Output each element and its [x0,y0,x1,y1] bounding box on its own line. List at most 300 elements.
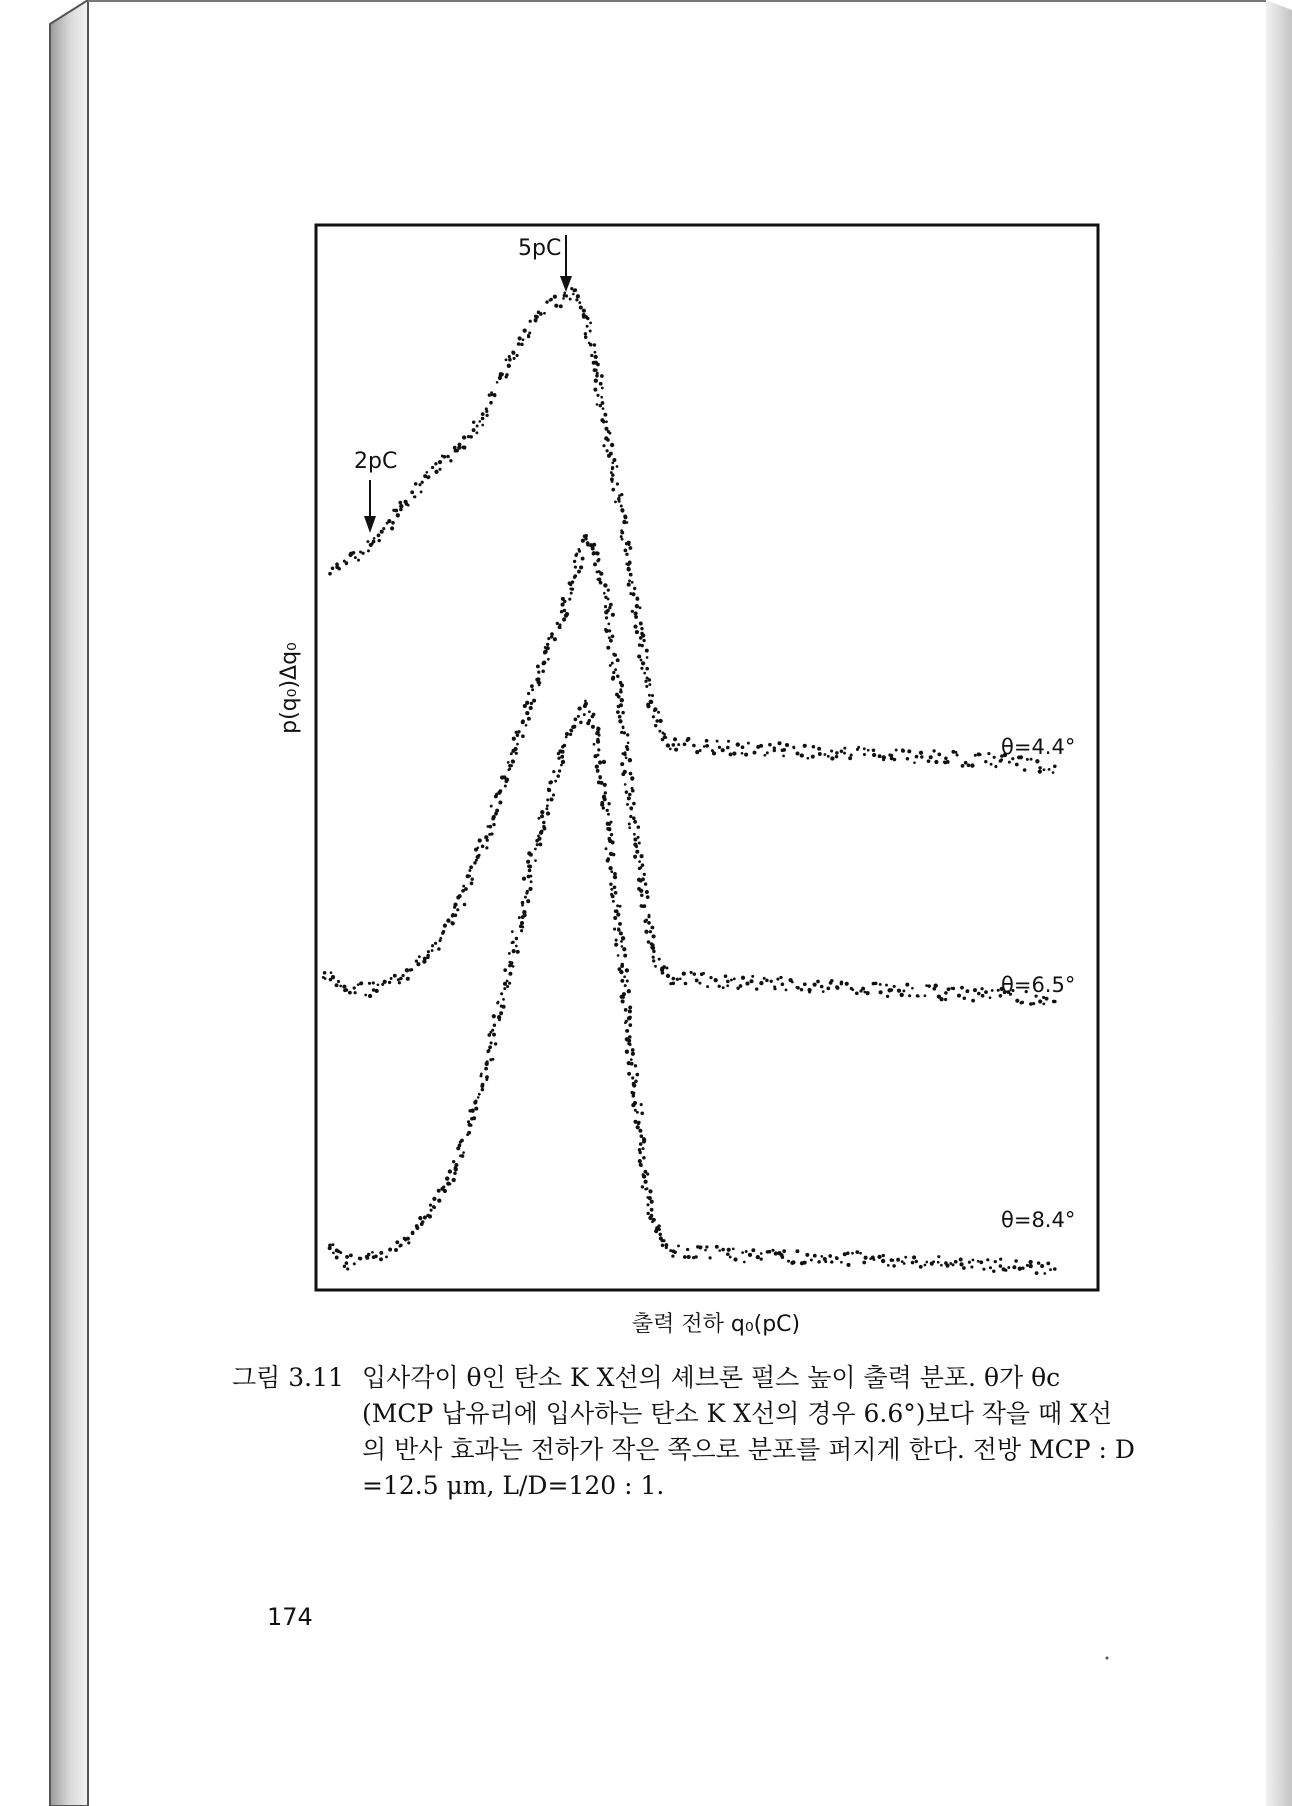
data-point [631,581,634,584]
data-point [488,825,492,829]
data-point [516,733,520,737]
data-point [379,1251,383,1255]
data-point [671,981,675,985]
data-point-anchor [345,988,349,992]
data-point [621,936,625,940]
data-point [944,998,947,1001]
data-point [605,427,609,431]
data-point [494,1042,497,1045]
data-point [438,468,441,471]
data-point [840,749,844,753]
data-point [631,1076,634,1079]
data-point-anchor [606,827,610,831]
data-point [954,1260,958,1264]
data-point [644,882,647,885]
data-point [946,760,950,764]
data-point-anchor [661,971,665,975]
data-point [658,958,661,961]
data-point [635,1073,639,1077]
data-point-anchor [454,449,458,453]
data-point-anchor [399,977,403,981]
data-point-anchor [650,700,654,704]
data-point [508,768,511,771]
data-point [635,850,639,854]
data-point [646,656,649,659]
data-point [647,915,650,918]
data-point [531,688,534,691]
data-point [706,985,709,988]
data-point [478,1093,481,1096]
data-point-anchor [328,1244,332,1248]
data-point [632,802,636,806]
data-point [843,752,846,755]
data-point [937,753,941,757]
data-point [992,1269,995,1272]
data-point [560,764,563,767]
data-point [813,1254,817,1258]
data-point [612,853,616,857]
data-point [986,1258,989,1261]
data-point-anchor [345,1261,349,1265]
data-point [974,754,977,757]
data-point [508,952,511,955]
data-point [331,567,335,571]
data-point [525,701,529,705]
data-point [324,977,327,980]
data-point [621,538,624,541]
data-point [516,950,520,954]
data-point [625,1029,629,1033]
data-point [642,1174,646,1178]
data-point [380,530,384,534]
data-point [627,796,631,800]
data-point [612,458,616,462]
data-point [422,959,426,963]
data-point [709,976,712,979]
data-point-anchor [628,561,632,565]
data-point [515,937,518,940]
data-point-anchor [372,540,376,544]
data-point [795,751,799,755]
data-point [805,1253,809,1257]
data-point [625,790,628,793]
data-point [561,760,565,764]
data-point [385,1255,388,1258]
data-point [654,965,657,968]
data-point [624,515,628,519]
data-point [840,982,843,985]
data-point [461,1154,465,1158]
data-point [617,954,620,957]
data-point [641,661,645,665]
data-point [449,1183,452,1186]
data-point [368,994,372,998]
data-point [676,978,679,981]
data-point [429,1204,432,1207]
data-point [615,909,619,913]
data-point [526,890,529,893]
data-point [568,598,571,601]
data-point [642,639,645,642]
data-point [611,461,614,464]
data-point [416,962,420,966]
data-point [502,775,506,779]
data-point [611,488,615,492]
data-point [965,989,969,993]
data-point [952,987,955,990]
data-point [452,1160,455,1163]
data-point [613,928,616,931]
data-point [1015,763,1019,767]
data-point [581,539,585,543]
data-point [628,822,631,825]
data-point [459,1141,462,1144]
page-number: 174 [267,1603,313,1631]
data-point [666,974,670,978]
data-point [547,637,550,640]
data-point [1045,997,1049,1001]
data-point [803,982,807,986]
data-point [373,537,376,540]
data-point [413,495,416,498]
data-point [562,617,566,621]
data-point [607,837,611,841]
data-point [552,770,555,773]
data-point [595,764,599,768]
data-point [437,1198,441,1202]
data-point [714,978,718,982]
data-point [622,727,625,730]
data-point [359,1257,363,1261]
data-point [495,809,499,813]
data-point [866,991,870,995]
data-point [593,562,597,566]
data-point [365,1256,369,1260]
data-point [446,918,450,922]
data-point [620,964,624,968]
data-point [556,774,560,778]
data-point [652,950,655,953]
data-point [934,984,938,988]
data-point [554,780,557,783]
data-point [607,646,610,649]
data-point [446,455,450,459]
data-point [755,987,758,990]
data-point [882,1254,885,1257]
data-point [469,435,473,439]
data-point [932,749,935,752]
data-point [493,1023,496,1026]
data-point [640,1164,643,1167]
data-point [633,837,637,841]
data-point [546,804,549,807]
marker-2pc-label: 2pC [354,449,398,474]
data-point [851,1252,854,1255]
data-point [991,989,994,992]
data-point [527,717,531,721]
data-point [835,755,839,759]
data-point [346,1267,349,1270]
data-point [887,1264,890,1267]
data-point [485,846,488,849]
data-point [896,1258,900,1262]
data-point [629,573,633,577]
data-point [534,320,537,323]
data-point [643,672,646,675]
data-point-anchor [999,759,1003,763]
data-point-anchor [1053,1267,1057,1271]
data-point [517,730,520,733]
data-point [979,1260,983,1264]
data-point-anchor [672,977,676,981]
data-point [963,996,967,1000]
data-point [800,988,804,992]
data-point [610,870,613,873]
data-point [644,680,647,683]
data-point [600,396,603,399]
page-edges [50,0,1292,1806]
data-point-anchor [584,702,588,706]
data-point [506,980,509,983]
caption-text [362,1360,1162,1504]
data-point [972,1259,975,1262]
data-point [618,922,622,926]
data-point [646,895,650,899]
data-point [510,752,513,755]
data-point [492,1033,496,1037]
data-point [1035,759,1039,763]
data-point [1046,1261,1050,1265]
data-point [605,616,608,619]
data-point [620,505,623,508]
data-point [525,724,528,727]
scatter-series-group [322,287,1057,1275]
data-point [705,739,709,743]
data-point-anchor [944,1261,948,1265]
data-point [627,1072,631,1076]
data-point [547,658,550,661]
plot-frame [316,225,1098,1290]
data-point [927,984,930,987]
data-point [353,991,356,994]
data-point [655,719,659,723]
data-point-anchor [606,438,610,442]
data-point [773,987,776,990]
data-point [521,925,524,928]
data-point [537,671,540,674]
data-point [956,753,959,756]
data-point [733,978,736,981]
data-point [434,942,437,945]
data-point [591,547,595,551]
data-point [1032,1002,1035,1005]
data-point [596,570,599,573]
data-point-anchor [399,508,403,512]
data-point [528,865,532,869]
data-point [565,736,568,739]
data-point [677,743,680,746]
data-point [500,1004,503,1007]
data-point [776,978,779,981]
data-point [634,1080,638,1084]
data-point [621,711,625,715]
data-point [647,940,651,944]
data-point [924,1264,927,1267]
data-point [349,1253,353,1257]
data-point [694,1255,697,1258]
data-point [388,1248,392,1252]
curve-label-theta-4-4: θ=4.4° [1001,735,1076,759]
data-point [785,743,789,747]
data-point-anchor [508,358,512,362]
data-point [628,758,632,762]
data-point [530,684,534,688]
data-point [658,1233,662,1237]
data-point [599,571,603,575]
data-point [766,751,769,754]
data-point [357,559,360,562]
data-point [639,622,643,626]
data-point [484,835,488,839]
data-point [777,741,781,745]
data-point [492,1058,495,1061]
data-point [690,971,693,974]
data-point [614,500,617,503]
data-point [609,821,612,824]
data-point [623,954,627,958]
data-point [387,519,391,523]
data-point [431,944,434,947]
data-point [925,1261,928,1264]
data-point [659,1236,663,1240]
data-point [596,739,600,743]
data-point [499,1011,503,1015]
data-point [640,1134,644,1138]
data-point [518,336,522,340]
data-point [508,982,511,985]
data-point [603,783,607,787]
data-point [982,1268,985,1271]
data-point [488,1045,492,1049]
data-point [594,369,597,372]
data-point [414,482,418,486]
data-point [962,1266,966,1270]
data-point [611,662,614,665]
data-point [546,811,550,815]
data-point [367,1253,371,1257]
data-point [463,903,467,907]
data-point [420,490,423,493]
data-point [984,760,987,763]
data-point [485,1060,488,1063]
data-point [348,991,352,995]
data-point [594,379,598,383]
data-point [407,1241,410,1244]
data-point [999,1257,1002,1260]
data-point [415,959,418,962]
data-point [1038,766,1041,769]
data-point [565,612,569,616]
data-point [779,976,782,979]
data-point [579,565,583,569]
data-point-anchor [426,954,430,958]
data-point [699,749,702,752]
data-point [469,865,473,869]
data-point [641,1185,644,1188]
data-point [957,994,961,998]
data-point [577,570,581,574]
data-point [379,1257,383,1261]
data-point [840,1261,843,1264]
data-point [536,843,539,846]
data-point [528,887,532,891]
data-point [1015,999,1019,1003]
data-point [732,752,736,756]
data-point [652,959,655,962]
data-point [857,746,860,749]
data-point [589,330,592,333]
data-point [878,754,882,758]
data-point-anchor [999,1264,1003,1268]
data-point [405,968,409,972]
marker-5pc [518,235,572,292]
data-point [530,880,533,883]
data-point [863,753,866,756]
data-point [638,1159,642,1163]
data-point [442,930,445,933]
data-point-anchor [563,744,567,748]
data-point [626,733,629,736]
data-point [491,1029,494,1032]
data-point [625,968,629,972]
data-point [658,719,662,723]
data-point-anchor [508,964,512,968]
data-point [623,731,626,734]
data-point [872,753,876,757]
data-point [739,984,743,988]
data-point [584,332,587,335]
data-point-anchor [595,551,599,555]
data-point [885,984,888,987]
data-point [526,860,530,864]
data-point [616,913,620,917]
data-point [586,541,590,545]
data-point [724,974,728,978]
data-point [607,454,611,458]
data-point [443,455,447,459]
data-point [640,667,643,670]
data-point [611,895,615,899]
data-point [900,993,904,997]
data-point [618,719,622,723]
data-point [682,971,686,975]
data-point [626,803,629,806]
data-point [806,757,809,760]
data-point-anchor [563,609,567,613]
data-point [508,961,511,964]
data-point [603,797,607,801]
data-point [674,748,678,752]
data-point [901,749,905,753]
data-point-anchor [835,751,839,755]
data-point [658,730,661,733]
data-point [571,588,574,591]
data-point [608,636,611,639]
data-point [427,950,430,953]
data-point [650,1200,654,1204]
data-point [491,817,495,821]
data-point [644,1188,647,1191]
